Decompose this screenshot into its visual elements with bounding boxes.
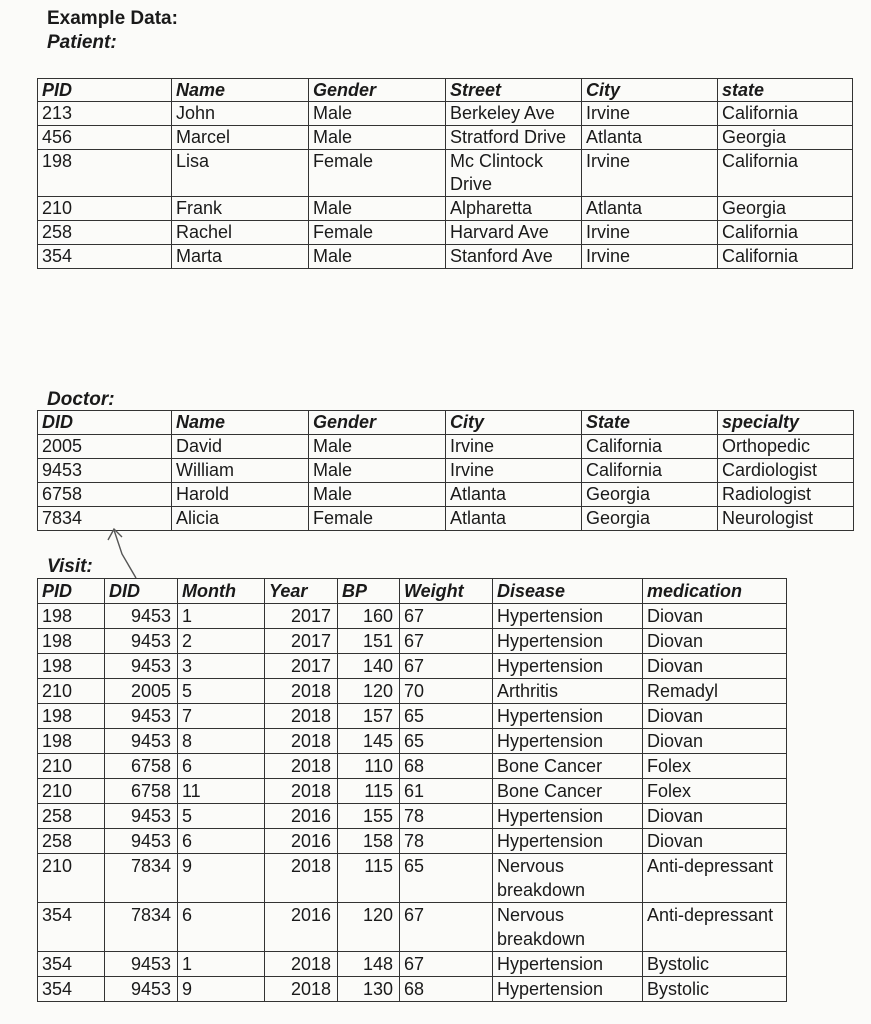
visit-cell: 115 <box>338 779 400 804</box>
visit-cell: 7834 <box>105 903 178 952</box>
table-row <box>38 779 787 804</box>
table-row <box>38 435 854 459</box>
visit-cell: 6 <box>178 903 265 952</box>
visit-cell: 9 <box>178 977 265 1002</box>
patient-cell: Berkeley Ave <box>446 102 582 126</box>
doctor-cell: Radiologist <box>718 483 854 507</box>
doctor-header-row <box>38 411 854 435</box>
visit-cell: 210 <box>38 854 105 903</box>
visit-cell: 198 <box>38 729 105 754</box>
visit-rows <box>38 604 787 1002</box>
visit-column-header: Month <box>178 579 265 604</box>
doctor-cell: Georgia <box>582 507 718 531</box>
visit-cell: Diovan <box>643 629 787 654</box>
patient-cell: Male <box>309 102 446 126</box>
patient-cell: Irvine <box>582 102 718 126</box>
doctor-column-header: City <box>446 411 582 435</box>
visit-cell: 6758 <box>105 779 178 804</box>
doctor-column-header: Name <box>172 411 309 435</box>
patient-cell: 456 <box>38 126 172 150</box>
table-row <box>38 804 787 829</box>
visit-cell: 148 <box>338 952 400 977</box>
visit-cell: 9453 <box>105 952 178 977</box>
visit-cell: 2017 <box>265 604 338 629</box>
visit-cell: 2017 <box>265 654 338 679</box>
visit-cell: Remadyl <box>643 679 787 704</box>
visit-cell: Hypertension <box>493 977 643 1002</box>
table-row <box>38 679 787 704</box>
visit-cell: Hypertension <box>493 629 643 654</box>
visit-cell: Anti-depressant <box>643 854 787 903</box>
doctor-cell: Irvine <box>446 435 582 459</box>
visit-cell: Hypertension <box>493 704 643 729</box>
patient-cell: California <box>718 221 853 245</box>
visit-cell: 11 <box>178 779 265 804</box>
table-row <box>38 829 787 854</box>
visit-cell: 1 <box>178 604 265 629</box>
patient-cell: Irvine <box>582 221 718 245</box>
patient-cell: Harvard Ave <box>446 221 582 245</box>
doctor-cell: 2005 <box>38 435 172 459</box>
visit-column-header: Disease <box>493 579 643 604</box>
table-row <box>38 483 854 507</box>
patient-cell: Irvine <box>582 245 718 269</box>
doctor-cell: David <box>172 435 309 459</box>
doctor-cell: Atlanta <box>446 483 582 507</box>
patient-cell: Atlanta <box>582 126 718 150</box>
patient-cell: Female <box>309 150 446 197</box>
visit-column-header: Weight <box>400 579 493 604</box>
table-row <box>38 952 787 977</box>
visit-cell: Diovan <box>643 829 787 854</box>
visit-cell: 198 <box>38 629 105 654</box>
patient-cell: Marcel <box>172 126 309 150</box>
visit-cell: 2016 <box>265 903 338 952</box>
visit-cell: 9453 <box>105 604 178 629</box>
visit-cell: 67 <box>400 654 493 679</box>
patient-column-header: Street <box>446 79 582 102</box>
table-row <box>38 604 787 629</box>
visit-cell: Nervous breakdown <box>493 903 643 952</box>
visit-cell: 2017 <box>265 629 338 654</box>
visit-cell: 151 <box>338 629 400 654</box>
visit-cell: 61 <box>400 779 493 804</box>
visit-cell: 2018 <box>265 952 338 977</box>
doctor-cell: 9453 <box>38 459 172 483</box>
doctor-rows <box>38 435 854 531</box>
table-row <box>38 197 853 221</box>
patient-cell: Atlanta <box>582 197 718 221</box>
patient-cell: Male <box>309 197 446 221</box>
visit-cell: 2018 <box>265 779 338 804</box>
table-row <box>38 507 854 531</box>
visit-cell: Hypertension <box>493 604 643 629</box>
patient-cell: 354 <box>38 245 172 269</box>
visit-cell: 78 <box>400 829 493 854</box>
patient-cell: 258 <box>38 221 172 245</box>
visit-cell: Hypertension <box>493 804 643 829</box>
patient-cell: 198 <box>38 150 172 197</box>
patient-cell: 210 <box>38 197 172 221</box>
doctor-cell: Female <box>309 507 446 531</box>
doctor-cell: California <box>582 435 718 459</box>
visit-cell: Anti-depressant <box>643 903 787 952</box>
doctor-cell: Cardiologist <box>718 459 854 483</box>
patient-cell: Frank <box>172 197 309 221</box>
patient-cell: 213 <box>38 102 172 126</box>
visit-cell: 354 <box>38 952 105 977</box>
table-row <box>38 221 853 245</box>
visit-cell: 70 <box>400 679 493 704</box>
visit-cell: 9453 <box>105 704 178 729</box>
visit-cell: 354 <box>38 977 105 1002</box>
visit-cell: 65 <box>400 854 493 903</box>
visit-cell: 2018 <box>265 977 338 1002</box>
visit-cell: 65 <box>400 729 493 754</box>
visit-cell: 5 <box>178 679 265 704</box>
table-row <box>38 729 787 754</box>
visit-cell: Diovan <box>643 654 787 679</box>
visit-cell: 9453 <box>105 729 178 754</box>
table-row <box>38 459 854 483</box>
visit-column-header: PID <box>38 579 105 604</box>
doctor-cell: Atlanta <box>446 507 582 531</box>
visit-cell: 145 <box>338 729 400 754</box>
visit-cell: Diovan <box>643 704 787 729</box>
patient-cell: Mc Clintock Drive <box>446 150 582 197</box>
patient-cell: Georgia <box>718 126 853 150</box>
visit-cell: 8 <box>178 729 265 754</box>
doctor-cell: Georgia <box>582 483 718 507</box>
visit-cell: 5 <box>178 804 265 829</box>
visit-column-header: BP <box>338 579 400 604</box>
table-row <box>38 245 853 269</box>
table-row <box>38 654 787 679</box>
visit-cell: 2016 <box>265 804 338 829</box>
patient-column-header: state <box>718 79 853 102</box>
patient-cell: Marta <box>172 245 309 269</box>
patient-cell: California <box>718 150 853 197</box>
visit-header-row <box>38 579 787 604</box>
visit-column-header: Year <box>265 579 338 604</box>
patient-cell: Irvine <box>582 150 718 197</box>
visit-cell: 2016 <box>265 829 338 854</box>
visit-cell: 155 <box>338 804 400 829</box>
doctor-column-header: specialty <box>718 411 854 435</box>
visit-cell: 2018 <box>265 729 338 754</box>
patient-table <box>37 78 853 269</box>
table-row <box>38 126 853 150</box>
visit-cell: 157 <box>338 704 400 729</box>
doctor-cell: Male <box>309 435 446 459</box>
visit-cell: 9453 <box>105 629 178 654</box>
doctor-cell: William <box>172 459 309 483</box>
visit-cell: 258 <box>38 829 105 854</box>
visit-cell: 210 <box>38 779 105 804</box>
visit-cell: 9453 <box>105 804 178 829</box>
table-row <box>38 102 853 126</box>
visit-cell: 2018 <box>265 754 338 779</box>
visit-cell: 67 <box>400 629 493 654</box>
patient-cell: Male <box>309 245 446 269</box>
visit-cell: Diovan <box>643 729 787 754</box>
visit-cell: 2018 <box>265 854 338 903</box>
visit-cell: 6758 <box>105 754 178 779</box>
visit-cell: Hypertension <box>493 829 643 854</box>
visit-cell: Diovan <box>643 804 787 829</box>
visit-cell: 160 <box>338 604 400 629</box>
table-row <box>38 704 787 729</box>
visit-cell: 9 <box>178 854 265 903</box>
visit-cell: Folex <box>643 779 787 804</box>
visit-cell: 2005 <box>105 679 178 704</box>
visit-heading: Visit: <box>47 556 93 577</box>
doctor-cell: California <box>582 459 718 483</box>
patient-cell: Lisa <box>172 150 309 197</box>
visit-cell: 115 <box>338 854 400 903</box>
visit-cell: Arthritis <box>493 679 643 704</box>
visit-table <box>37 578 787 1002</box>
visit-column-header: DID <box>105 579 178 604</box>
table-row <box>38 754 787 779</box>
doctor-cell: Irvine <box>446 459 582 483</box>
patient-cell: John <box>172 102 309 126</box>
patient-column-header: Gender <box>309 79 446 102</box>
visit-cell: 2018 <box>265 704 338 729</box>
visit-cell: 258 <box>38 804 105 829</box>
visit-cell: Bystolic <box>643 952 787 977</box>
visit-cell: Bystolic <box>643 977 787 1002</box>
patient-rows <box>38 102 853 269</box>
visit-cell: 354 <box>38 903 105 952</box>
visit-cell: Hypertension <box>493 729 643 754</box>
table-row <box>38 150 853 197</box>
visit-cell: 198 <box>38 654 105 679</box>
visit-cell: 68 <box>400 754 493 779</box>
visit-cell: 65 <box>400 704 493 729</box>
visit-cell: 68 <box>400 977 493 1002</box>
patient-heading: Patient: <box>47 32 117 53</box>
patient-cell: Alpharetta <box>446 197 582 221</box>
patient-cell: Female <box>309 221 446 245</box>
doctor-cell: Orthopedic <box>718 435 854 459</box>
visit-cell: 110 <box>338 754 400 779</box>
visit-cell: 3 <box>178 654 265 679</box>
doctor-cell: Neurologist <box>718 507 854 531</box>
visit-cell: 67 <box>400 903 493 952</box>
visit-cell: 78 <box>400 804 493 829</box>
patient-cell: California <box>718 102 853 126</box>
visit-cell: 198 <box>38 604 105 629</box>
visit-cell: 2018 <box>265 679 338 704</box>
visit-cell: 158 <box>338 829 400 854</box>
visit-cell: Diovan <box>643 604 787 629</box>
patient-cell: Rachel <box>172 221 309 245</box>
patient-column-header: Name <box>172 79 309 102</box>
visit-cell: 198 <box>38 704 105 729</box>
visit-cell: 7 <box>178 704 265 729</box>
page-title: Example Data: <box>47 8 178 29</box>
visit-cell: 210 <box>38 754 105 779</box>
patient-column-header: PID <box>38 79 172 102</box>
visit-cell: 6 <box>178 829 265 854</box>
visit-cell: 130 <box>338 977 400 1002</box>
visit-cell: 9453 <box>105 977 178 1002</box>
doctor-heading: Doctor: <box>47 389 115 410</box>
table-row <box>38 629 787 654</box>
doctor-cell: Alicia <box>172 507 309 531</box>
visit-cell: 210 <box>38 679 105 704</box>
doctor-cell: 7834 <box>38 507 172 531</box>
hand-drawn-arrow-icon <box>100 524 140 580</box>
doctor-cell: 6758 <box>38 483 172 507</box>
doctor-column-header: DID <box>38 411 172 435</box>
visit-cell: 1 <box>178 952 265 977</box>
visit-column-header: medication <box>643 579 787 604</box>
doctor-cell: Male <box>309 483 446 507</box>
doctor-column-header: Gender <box>309 411 446 435</box>
patient-header-row <box>38 79 853 102</box>
table-row <box>38 903 787 952</box>
visit-cell: Hypertension <box>493 952 643 977</box>
visit-cell: 120 <box>338 679 400 704</box>
visit-cell: 67 <box>400 604 493 629</box>
visit-cell: Folex <box>643 754 787 779</box>
patient-cell: Stratford Drive <box>446 126 582 150</box>
table-row <box>38 977 787 1002</box>
visit-cell: Bone Cancer <box>493 779 643 804</box>
visit-cell: Hypertension <box>493 654 643 679</box>
visit-cell: 2 <box>178 629 265 654</box>
patient-column-header: City <box>582 79 718 102</box>
visit-cell: 67 <box>400 952 493 977</box>
patient-cell: Stanford Ave <box>446 245 582 269</box>
visit-cell: Bone Cancer <box>493 754 643 779</box>
visit-cell: 9453 <box>105 654 178 679</box>
doctor-column-header: State <box>582 411 718 435</box>
patient-cell: Male <box>309 126 446 150</box>
visit-cell: 7834 <box>105 854 178 903</box>
visit-cell: 9453 <box>105 829 178 854</box>
patient-cell: Georgia <box>718 197 853 221</box>
doctor-cell: Harold <box>172 483 309 507</box>
patient-cell: California <box>718 245 853 269</box>
visit-cell: 140 <box>338 654 400 679</box>
doctor-cell: Male <box>309 459 446 483</box>
doctor-table <box>37 410 854 531</box>
visit-cell: 120 <box>338 903 400 952</box>
visit-cell: Nervous breakdown <box>493 854 643 903</box>
visit-cell: 6 <box>178 754 265 779</box>
table-row <box>38 854 787 903</box>
